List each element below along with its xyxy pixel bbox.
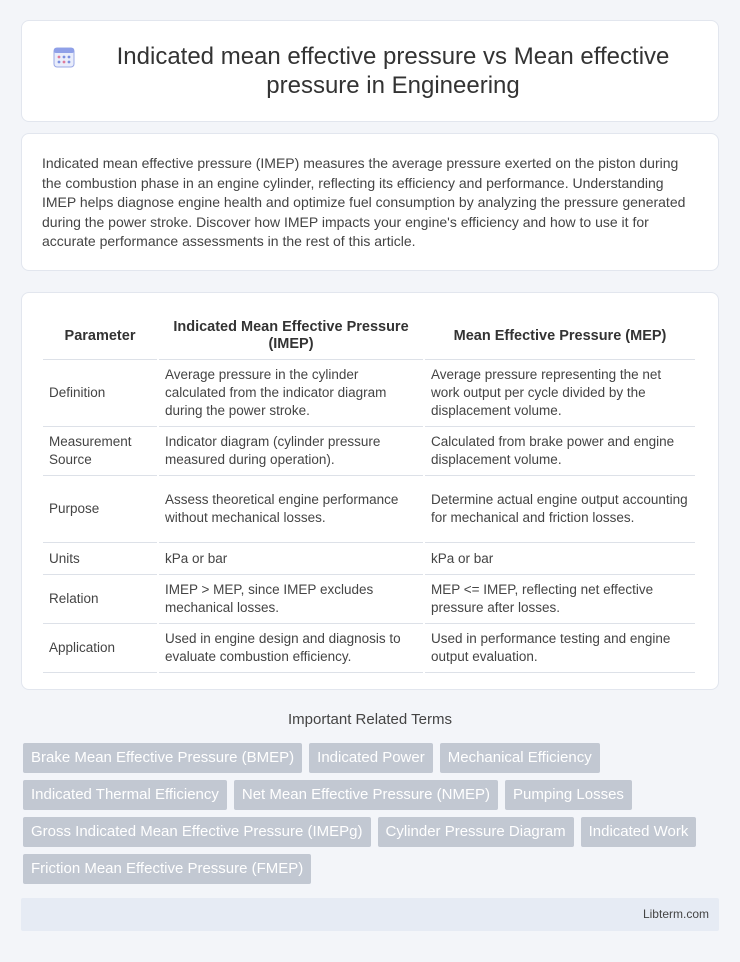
row-imep-value: kPa or bar <box>159 543 423 575</box>
table-row <box>43 624 695 673</box>
row-parameter: Units <box>43 543 157 575</box>
header-imep: Indicated Mean Effective Pressure (IMEP) <box>159 313 423 360</box>
row-parameter: Relation <box>43 575 157 624</box>
row-imep-value: Average pressure in the cylinder calculated from the indicator diagram during the power stroke. <box>159 360 423 427</box>
title-wrap <box>22 42 718 100</box>
related-term-tag[interactable]: Net Mean Effective Pressure (NMEP) <box>234 780 498 810</box>
related-term-tag[interactable]: Pumping Losses <box>505 780 632 810</box>
row-mep-value: Used in performance testing and engine output evaluation. <box>425 624 695 673</box>
title-card <box>21 20 719 122</box>
related-term-tag[interactable]: Brake Mean Effective Pressure (BMEP) <box>23 743 302 773</box>
header-parameter: Parameter <box>43 313 157 360</box>
calendar-grid-icon <box>52 45 76 69</box>
related-terms-list <box>23 743 723 891</box>
related-term-tag[interactable]: Indicated Power <box>309 743 433 773</box>
related-term-tag[interactable]: Indicated Work <box>581 817 697 847</box>
table-row <box>43 427 695 476</box>
row-imep-value: Used in engine design and diagnosis to evaluate combustion efficiency. <box>159 624 423 673</box>
related-term-tag[interactable]: Indicated Thermal Efficiency <box>23 780 227 810</box>
row-parameter: Purpose <box>43 476 157 543</box>
comparison-table-card <box>21 292 719 690</box>
row-mep-value: MEP <= IMEP, reflecting net effective pressure after losses. <box>425 575 695 624</box>
row-mep-value: kPa or bar <box>425 543 695 575</box>
comparison-table <box>41 313 697 673</box>
row-imep-value: Assess theoretical engine performance without mechanical losses. <box>159 476 423 543</box>
related-term-tag[interactable]: Gross Indicated Mean Effective Pressure (IMEPg) <box>23 817 371 847</box>
table-row <box>43 360 695 427</box>
related-terms-heading: Important Related Terms <box>288 711 452 728</box>
row-mep-value: Calculated from brake power and engine displacement volume. <box>425 427 695 476</box>
intro-card <box>21 133 719 271</box>
related-term-tag[interactable]: Friction Mean Effective Pressure (FMEP) <box>23 854 311 884</box>
related-term-tag[interactable]: Cylinder Pressure Diagram <box>378 817 574 847</box>
table-row <box>43 575 695 624</box>
table-row <box>43 543 695 575</box>
row-parameter: Measurement Source <box>43 427 157 476</box>
row-imep-value: Indicator diagram (cylinder pressure measured during operation). <box>159 427 423 476</box>
row-parameter: Application <box>43 624 157 673</box>
intro-paragraph: Indicated mean effective pressure (IMEP) measures the average pressure exerted on the piston during the combustion phase in an engine cylinder, reflecting its efficiency and performance. Understanding IMEP helps diagnose engine health and optimize fuel consumption by analyzing the pressure generated during the power stroke. Discover how IMEP impacts your engine's efficiency and how to use it for accurate performance assessments in the rest of this article. <box>42 155 686 249</box>
row-mep-value: Average pressure representing the net work output per cycle divided by the displacement volume. <box>425 360 695 427</box>
footer <box>21 898 719 931</box>
table-header-row <box>43 313 695 360</box>
row-mep-value: Determine actual engine output accounting for mechanical and friction losses. <box>425 476 695 543</box>
row-parameter: Definition <box>43 360 157 427</box>
footer-site-link[interactable]: Libterm.com <box>642 907 709 921</box>
table-row <box>43 476 695 543</box>
related-term-tag[interactable]: Mechanical Efficiency <box>440 743 600 773</box>
row-imep-value: IMEP > MEP, since IMEP excludes mechanical losses. <box>159 575 423 624</box>
header-mep: Mean Effective Pressure (MEP) <box>425 313 695 360</box>
page-title: Indicated mean effective pressure vs Mean effective pressure in Engineering <box>116 43 670 99</box>
